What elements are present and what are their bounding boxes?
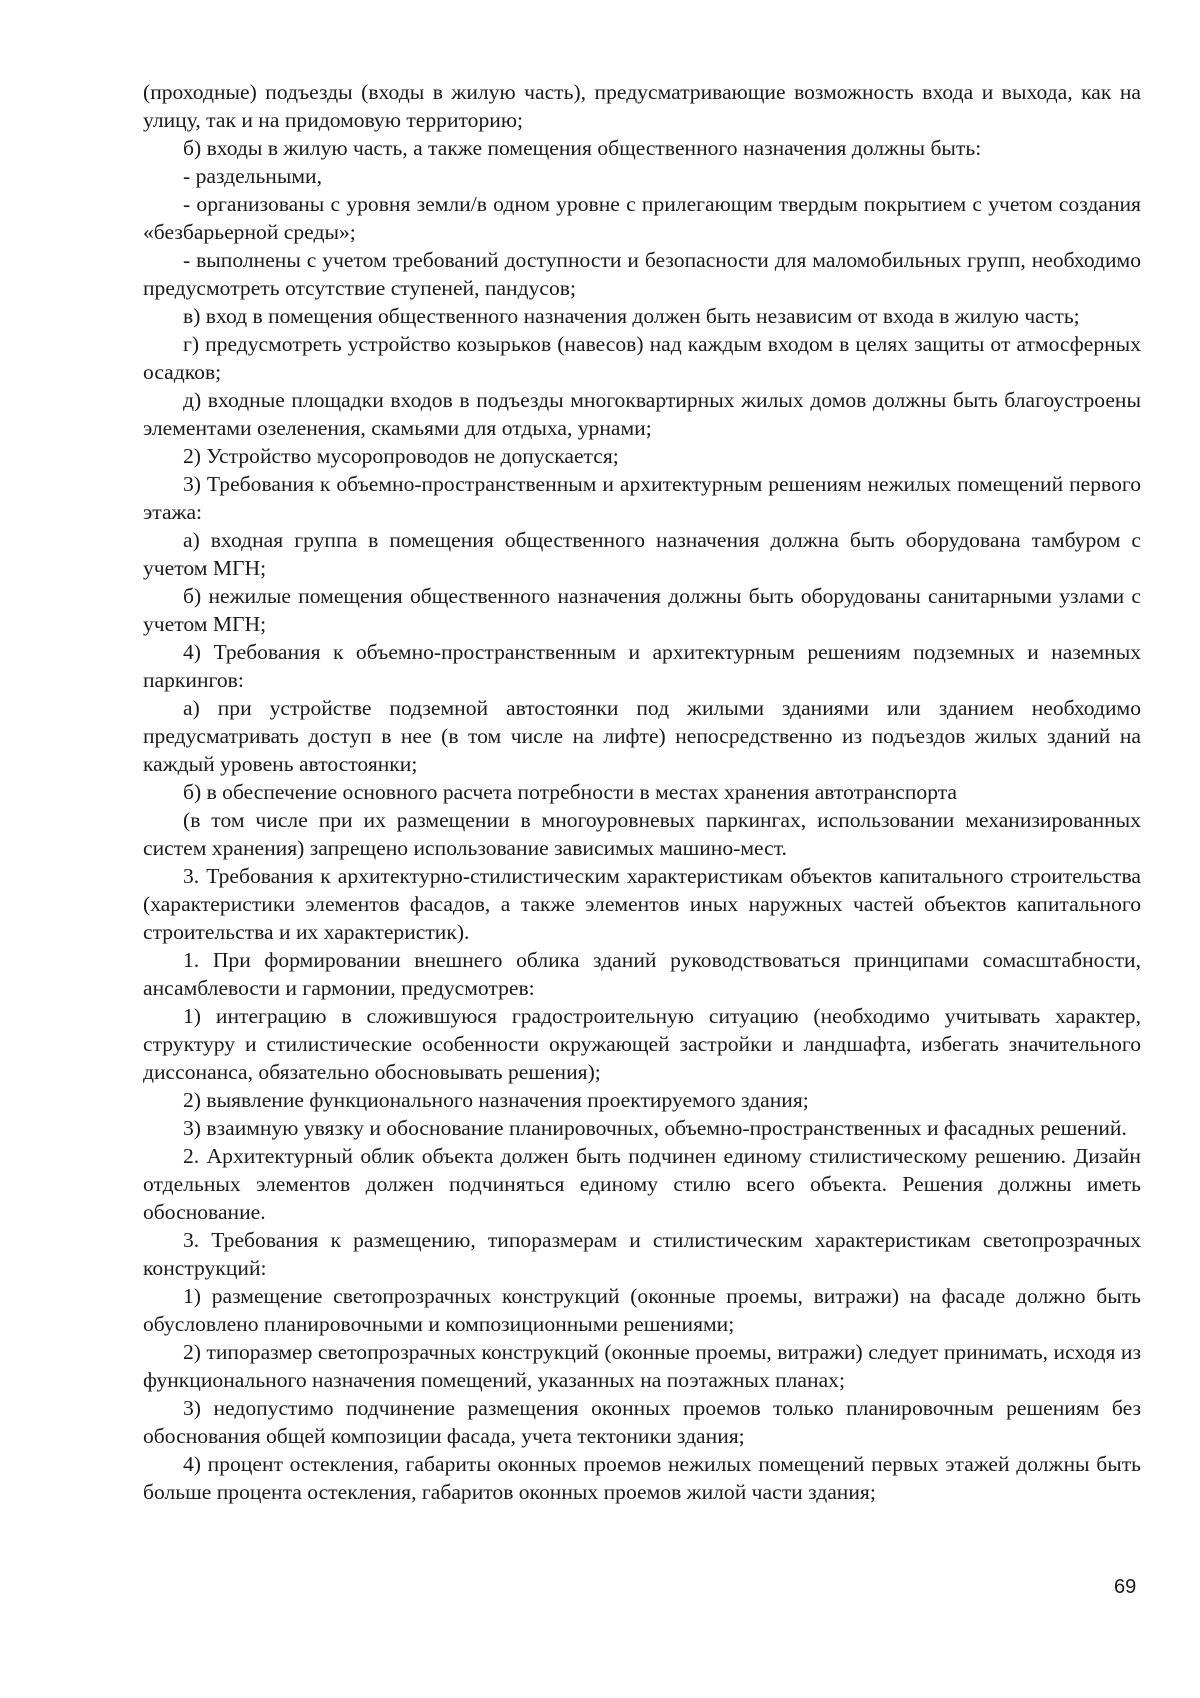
paragraph: д) входные площадки входов в подъезды многоквартирных жилых домов должны быть благоустроены элементами озеленения, скамьями для отдыха, урнами;: [143, 388, 1141, 440]
paragraph: (проходные) подъезды (входы в жилую часть), предусматривающие возможность входа и выхода, как на улицу, так и на придомовую территорию;: [143, 80, 1141, 132]
paragraph: б) в обеспечение основного расчета потребности в местах хранения автотранспорта: [183, 780, 958, 804]
paragraph: в) вход в помещения общественного назначения должен быть независим от входа в жилую часть;: [183, 304, 1080, 328]
paragraph: а) входная группа в помещения общественного назначения должна быть оборудована тамбуром с учетом МГН;: [143, 528, 1141, 580]
paragraph: 1) размещение светопрозрачных конструкций (оконные проемы, витражи) на фасаде должно быть обусловлено планировочными и композиционными решениями;: [143, 1284, 1141, 1336]
paragraph: 4) Требования к объемно-пространственным и архитектурным решениям подземных и наземных паркингов:: [143, 640, 1141, 692]
paragraph: 2) выявление функционального назначения проектируемого здания;: [183, 1088, 809, 1112]
document-body: [143, 78, 1141, 1506]
paragraph: 3) взаимную увязку и обоснование планировочных, объемно-пространственных и фасадных решений.: [183, 1116, 1127, 1140]
paragraph: 1) интеграцию в сложившуюся градостроительную ситуацию (необходимо учитывать характер, структуру и стилистические особенности окружающей застройки и ландшафта, избегать значительного диссонанса, обязательно обосновывать решения);: [143, 1004, 1141, 1084]
paragraph: 3. Требования к размещению, типоразмерам и стилистическим характеристикам светопрозрачных конструкций:: [143, 1228, 1141, 1280]
paragraph: 3) недопустимо подчинение размещения оконных проемов только планировочным решениям без обоснования общей композиции фасада, учета тектоники здания;: [143, 1396, 1141, 1448]
paragraph: 3) Требования к объемно-пространственным и архитектурным решениям нежилых помещений первого этажа:: [143, 472, 1141, 524]
paragraph: 2) типоразмер светопрозрачных конструкций (оконные проемы, витражи) следует принимать, исходя из функционального назначения помещений, указанных на поэтажных планах;: [143, 1340, 1141, 1392]
paragraph: 1. При формировании внешнего облика зданий руководствоваться принципами сомасштабности, ансамблевости и гармонии, предусмотрев:: [143, 948, 1141, 1000]
paragraph: б) входы в жилую часть, а также помещения общественного назначения должны быть:: [183, 136, 982, 160]
paragraph: а) при устройстве подземной автостоянки под жилыми зданиями или зданием необходимо предусматривать доступ в нее (в том числе на лифте) непосредственно из подъездов жилых зданий на каждый уровень автостоянки;: [143, 696, 1141, 776]
paragraph: б) нежилые помещения общественного назначения должны быть оборудованы санитарными узлами с учетом МГН;: [143, 584, 1141, 636]
list-item: - раздельными,: [183, 164, 322, 188]
list-item: - выполнены с учетом требований доступности и безопасности для маломобильных групп, необходимо предусмотреть отсутствие ступеней, пандусов;: [143, 248, 1141, 300]
list-item: - организованы с уровня земли/в одном уровне с прилегающим твердым покрытием с учетом создания «безбарьерной среды»;: [143, 192, 1141, 244]
paragraph: 4) процент остекления, габариты оконных проемов нежилых помещений первых этажей должны быть больше процента остекления, габаритов оконных проемов жилой части здания;: [143, 1452, 1141, 1504]
paragraph: (в том числе при их размещении в многоуровневых паркингах, использовании механизированных систем хранения) запрещено использование зависимых машино-мест.: [143, 808, 1141, 860]
paragraph: г) предусмотреть устройство козырьков (навесов) над каждым входом в целях защиты от атмосферных осадков;: [143, 332, 1141, 384]
page-number: 69: [1114, 1576, 1137, 1598]
paragraph: 3. Требования к архитектурно-стилистическим характеристикам объектов капитального строительства (характеристики элементов фасадов, а также элементов иных наружных частей объектов капитального строительства и их характеристик).: [143, 864, 1141, 944]
paragraph: 2) Устройство мусоропроводов не допускается;: [183, 444, 619, 468]
paragraph: 2. Архитектурный облик объекта должен быть подчинен единому стилистическому решению. Дизайн отдельных элементов должен подчиняться единому стилю всего объекта. Решения должны иметь обоснование.: [143, 1144, 1141, 1224]
